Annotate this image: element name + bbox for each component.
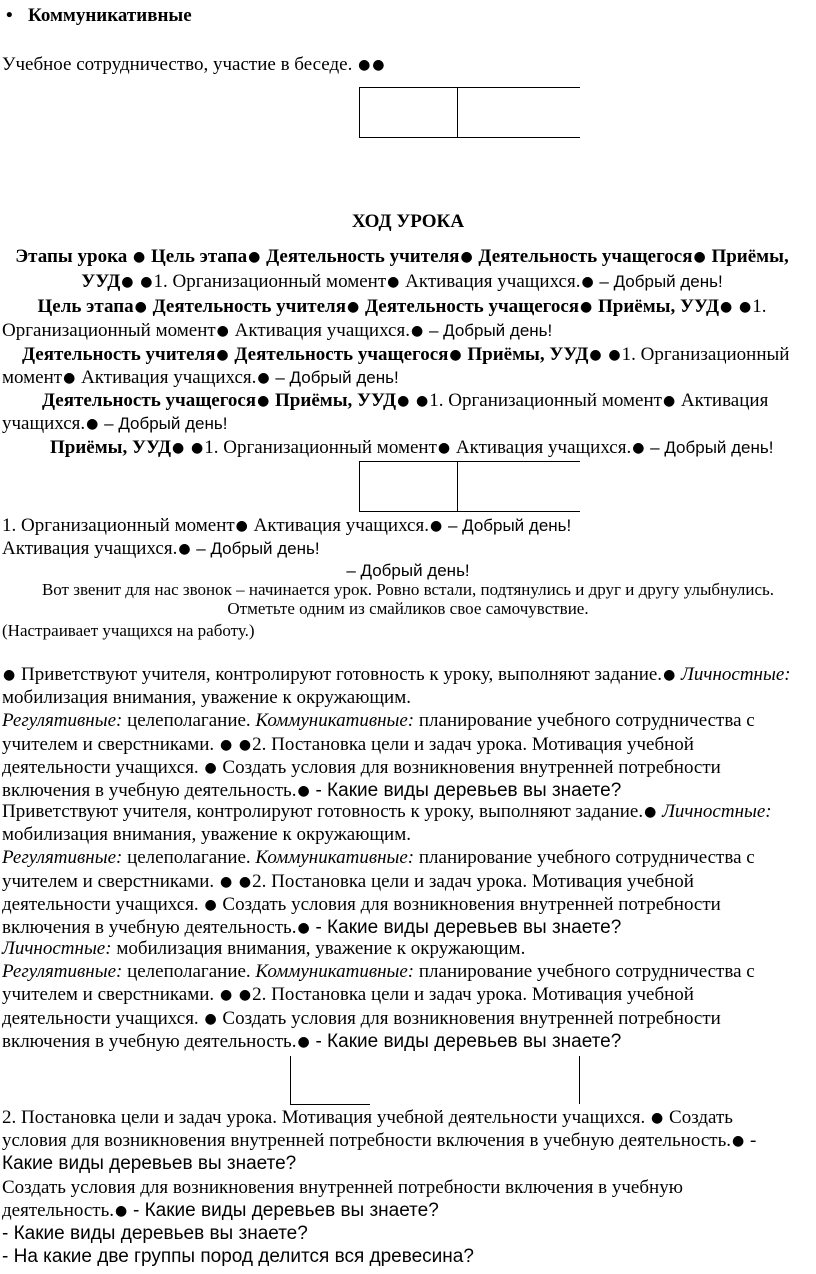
stage-text: . Организационный момент (213, 437, 437, 458)
column-header: Приёмы, УУД (275, 390, 397, 411)
column-header: Деятельность учителя (152, 296, 346, 317)
column-header: Этапы урока (15, 246, 128, 267)
stage2-block: 2. Постановка цели и задач урока. Мотивация учебной деятельности учащихся. ● Создать условия для возникновения внутренней потребности включения в учебную деятельность.● - Какие виды деревьев вы знаете? Создать условия для возникновения внутренней потребности включения в учебную деятельность.● - Какие виды деревьев вы знаете? - Какие виды деревьев вы знаете? - На какие две группы пород делится вся древесина? (2, 1106, 810, 1268)
header-line-8: учащихся.● – Добрый день! (2, 413, 228, 434)
stage-number: 1 (429, 390, 439, 411)
uud-label: Личностные: (662, 801, 772, 822)
body-text: включения в учебную деятельность. (2, 779, 297, 801)
column-header: УУД (81, 271, 121, 292)
activation-line: Активация учащихся.● – Добрый день! (2, 538, 320, 559)
body-text: Приветствуют учителя, контролируют готовность к уроку, выполняют задание. (2, 801, 644, 822)
body-text: целеполагание. (127, 961, 251, 983)
mood-text: (Настраивает учащихся на работу.) (2, 621, 255, 640)
student-activity-block-1: ● Приветствуют учителя, контролируют готовность к уроку, выполняют задание.● Личностные: мобилизация внимания, уважение к окружающим. Регулятивные: целеполагание. Коммуникативные: планирование учебного сотрудничества с учителем и сверстниками. ● ●2. Постановка цели и задач урока. Мотивация учебной деятельности учащихся. ● Создать условия для возникновения внутренней потребности включения в учебную деятельность.● - Какие виды деревьев вы знаете? (2, 663, 810, 802)
stage-text: Активация учащихся. (253, 515, 429, 536)
body-text: мобилизация внимания, уважение к окружающим. (116, 938, 526, 959)
header-line-2: УУД● ●1. Организационный момент● Активация учащихся.● – Добрый день! (81, 271, 723, 292)
body-text: 2. Постановка цели и задач урока. Мотивация учебной (252, 733, 694, 755)
smiley-text: Отметьте одним из смайликов свое самочувствие. (227, 599, 589, 618)
body-text: мобилизация внимания, уважение к окружающим. (2, 687, 412, 709)
stage-text: Активация учащихся. (81, 367, 257, 388)
body-text: мобилизация внимания, уважение к окружающим. (2, 824, 412, 846)
body-text: Приветствуют учителя, контролируют готовность к уроку, выполняют задание. (20, 664, 663, 685)
stage-text: Активация (680, 390, 769, 411)
body-text: включения в учебную деятельность. (2, 1030, 297, 1052)
header-line-4: Организационный момент● Активация учащихся.● – Добрый день! (2, 320, 553, 341)
column-header: Цель этапа (150, 246, 248, 267)
body-text: Создать (669, 1107, 733, 1128)
body-text: учителем и сверстниками. (2, 984, 215, 1006)
body-text: деятельности учащихся. (2, 1007, 199, 1029)
column-header: Деятельность учителя (266, 246, 460, 267)
uud-label: Личностные: (681, 664, 791, 685)
stage-text: учащихся. (2, 413, 86, 434)
header-line-9: Приёмы, УУД● ●1. Организационный момент● Активация учащихся.● – Добрый день! (50, 437, 774, 458)
bell-text: Вот звенит для нас звонок – начинается урок. Ровно встали, подтянулись и друг и другу улыбнулись. (41, 580, 775, 599)
stage-number: 1 (153, 271, 163, 292)
greeting-text: – Добрый день! (428, 321, 553, 340)
section-title: ХОД УРОКА (351, 211, 465, 232)
question-text: - Какие виды деревьев вы знаете? (315, 779, 622, 801)
bullet-icon: ● (358, 57, 371, 73)
body-text: целеполагание. (127, 847, 251, 869)
column-header: Приёмы, УУД (467, 344, 589, 365)
body-text: условия для возникновения внутренней потребности включения в учебную деятельность. (2, 1130, 731, 1152)
body-text: планирование учебного сотрудничества с (418, 961, 755, 983)
column-header: Деятельность учителя (22, 344, 216, 365)
body-text: деятельность. (2, 1199, 115, 1221)
header-line-5: Деятельность учителя● Деятельность учащегося● Приёмы, УУД● ●1. Организационный (22, 344, 790, 365)
column-header: Деятельность учащегося (478, 246, 693, 267)
greeting-text: – Добрый день! (650, 438, 774, 457)
stage-text: момент (2, 367, 63, 388)
stage-number: 1 (752, 296, 762, 317)
body-text: деятельности учащихся. (2, 756, 199, 778)
bullet-dot: • (6, 5, 13, 26)
body-text: учителем и сверстниками. (2, 870, 215, 892)
body-text: Создать условия для возникновения внутренней потребности (222, 756, 721, 778)
stage-text: Активация учащихся. (455, 437, 632, 458)
body-text: 2. Постановка цели и задач урока. Мотивация учебной (252, 984, 694, 1006)
column-header: Деятельность учащегося (234, 344, 449, 365)
bullet-heading: Коммуникативные (28, 5, 192, 26)
stage-text: Активация учащихся. (2, 538, 178, 559)
greeting-text: – Добрый день! (599, 272, 723, 291)
stage-text: . Организационный (631, 344, 790, 365)
stage-text: . Организационный момент (438, 390, 662, 411)
column-header: Приёмы, (711, 246, 789, 267)
uud-label: Коммуникативные: (255, 710, 415, 732)
greeting-text: – Добрый день! (275, 368, 399, 387)
question-text: Какие виды деревьев вы знаете? (2, 1153, 297, 1175)
question-text: - Какие виды деревьев вы знаете? (132, 1199, 439, 1221)
body-text: Создать условия для возникновения внутренней потребности (222, 893, 721, 915)
uud-label: Коммуникативные: (255, 961, 415, 983)
stage-text: Активация учащихся. (405, 271, 581, 292)
uud-label: Регулятивные: (2, 961, 123, 983)
table-border (579, 1056, 580, 1104)
header-line-3: Цель этапа● Деятельность учителя● Деятельность учащегося● Приёмы, УУД● ●1. (37, 296, 767, 317)
column-header: Деятельность учащегося (42, 390, 257, 411)
student-activity-block-3: Личностные: мобилизация внимания, уважение к окружающим. Регулятивные: целеполагание. Коммуникативные: планирование учебного сотрудничества с учителем и сверстниками. ● ●2. Постановка цели и задач урока. Мотивация учебной деятельности учащихся. ● Создать условия для возникновения внутренней потребности включения в учебную деятельность.● - Какие виды деревьев вы знаете? (2, 938, 755, 1052)
body-text: Создать условия для возникновения внутренней потребности (222, 1007, 721, 1029)
bullet-heading-line (6, 4, 806, 27)
intro-line (2, 53, 802, 76)
header-line-6: момент● Активация учащихся.● – Добрый день! (2, 367, 399, 388)
body-text: - (749, 1130, 757, 1152)
greeting-text: – Добрый день! (447, 516, 572, 535)
bullet-icon: ● (372, 57, 385, 73)
stage-number: 1 (204, 437, 214, 458)
body-text: включения в учебную деятельность. (2, 916, 297, 938)
body-text: деятельности учащихся. (2, 893, 199, 915)
student-activity-block-2: Приветствуют учителя, контролируют готовность к уроку, выполняют задание.● Личностные: мобилизация внимания, уважение к окружающим. Регулятивные: целеполагание. Коммуникативные: планирование учебного сотрудничества с учителем и сверстниками. ● ●2. Постановка цели и задач урока. Мотивация учебной деятельности учащихся. ● Создать условия для возникновения внутренней потребности включения в учебную деятельность.● - Какие виды деревьев вы знаете? (2, 800, 810, 939)
stage-text: Активация учащихся. (234, 320, 410, 341)
header-line-1: Этапы урока ● Цель этапа● Деятельность учителя● Деятельность учащегося● Приёмы, (15, 246, 789, 267)
question-text: - Какие виды деревьев вы знаете? (315, 916, 622, 938)
stage-number: 1 (621, 344, 632, 365)
body-text: планирование учебного сотрудничества с (418, 847, 755, 869)
table-border (290, 1056, 291, 1104)
question-text: - Какие виды деревьев вы знаете? (315, 1030, 622, 1052)
column-header: Приёмы, УУД (598, 296, 720, 317)
body-text: 2. Постановка цели и задач урока. Мотивация учебной (252, 870, 694, 892)
column-header: Деятельность учащегося (364, 296, 580, 317)
uud-label: Регулятивные: (2, 710, 123, 732)
question-text: - Какие виды деревьев вы знаете? (2, 1222, 308, 1244)
column-header: Цель этапа (37, 296, 134, 317)
table-fragment (359, 461, 580, 512)
stage1-line: 1. Организационный момент● Активация учащихся.● – Добрый день! (2, 515, 572, 536)
stage-text: Организационный момент (2, 320, 216, 341)
body-text: учителем и сверстниками. (2, 733, 215, 755)
stage-text: . Организационный момент (162, 271, 387, 292)
uud-label: Личностные: (2, 938, 112, 959)
greeting-centered: – Добрый день! (346, 561, 470, 580)
uud-label: Коммуникативные: (255, 847, 415, 869)
stage-text: 1. Организационный момент (2, 515, 235, 536)
intro-text: Учебное сотрудничество, участие в беседе. (2, 54, 353, 75)
body-text: планирование учебного сотрудничества с (418, 710, 755, 732)
greeting-text: – Добрый день! (196, 539, 320, 558)
body-text: Создать условия для возникновения внутренней потребности включения в учебную (2, 1176, 683, 1198)
uud-label: Регулятивные: (2, 847, 123, 869)
body-text: целеполагание. (127, 710, 251, 732)
question-text: - На какие две группы пород делится вся древесина? (2, 1246, 474, 1268)
table-fragment (359, 87, 580, 138)
body-text: 2. Постановка цели и задач урока. Мотивация учебной деятельности учащихся. (2, 1107, 646, 1128)
table-border (290, 1104, 370, 1105)
header-line-7: Деятельность учащегося● Приёмы, УУД● ●1. Организационный момент● Активация (42, 390, 769, 411)
column-header: Приёмы, УУД (50, 437, 172, 458)
greeting-text: – Добрый день! (104, 414, 228, 433)
